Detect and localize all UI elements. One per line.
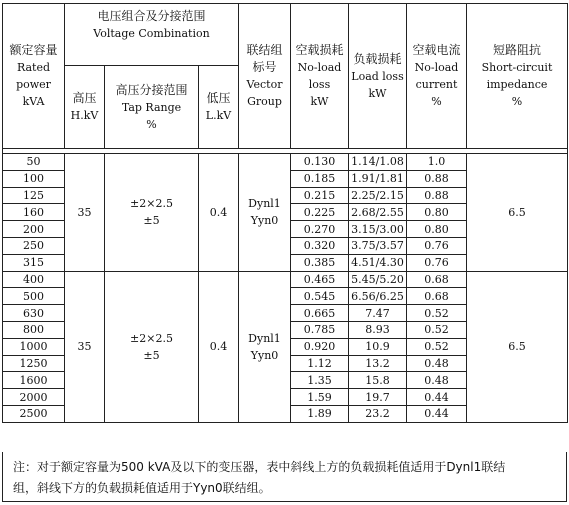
load-loss-cell: 7.47: [349, 305, 407, 322]
noload-loss-cell: 0.545: [291, 288, 349, 305]
capacity-cell: 800: [3, 321, 65, 338]
noload-current-cell: 0.44: [407, 389, 467, 406]
noload-loss-cell: 0.385: [291, 254, 349, 271]
vector-group-line-2: Yyn0: [250, 348, 279, 362]
header-vector-group: 联结组 标号 Vector Group: [239, 4, 291, 149]
header-hv: 高压 H.kV: [65, 66, 105, 149]
header-tap-range: 高压分接范围 Tap Range %: [105, 66, 199, 149]
capacity-cell: 2500: [3, 405, 65, 422]
noload-current-cell: 0.76: [407, 237, 467, 254]
footnote-line-1: 注：对于额定容量为500 kVA及以下的变压器，表中斜线上方的负载损耗值适用于Dynl1联结: [13, 460, 506, 474]
tap-range-cell: [105, 271, 199, 422]
load-loss-cell: 23.2: [349, 405, 407, 422]
hv-cell: 35: [65, 154, 105, 272]
capacity-cell: 1600: [3, 372, 65, 389]
header-noload-current: 空载电流 No-load current %: [407, 4, 467, 149]
header-noload-loss: 空载损耗 No-load loss kW: [291, 4, 349, 149]
capacity-cell: 100: [3, 170, 65, 187]
noload-loss-cell: 1.12: [291, 355, 349, 372]
load-loss-cell: 3.75/3.57: [349, 237, 407, 254]
vector-group-line-1: Dynl1: [248, 331, 281, 345]
noload-current-cell: 1.0: [407, 154, 467, 171]
capacity-cell: 125: [3, 187, 65, 204]
noload-current-cell: 0.68: [407, 288, 467, 305]
noload-loss-cell: 0.270: [291, 221, 349, 238]
header-lv: 低压 L.kV: [199, 66, 239, 149]
header-capacity: 额定容量 Rated power kVA: [3, 4, 65, 149]
tap-range-line-1: ±2×2.5: [130, 197, 173, 211]
header-load-loss: 负载损耗 Load loss kW: [349, 4, 407, 149]
noload-current-cell: 0.68: [407, 271, 467, 288]
noload-current-cell: 0.88: [407, 187, 467, 204]
transformer-spec-table: [2, 3, 568, 423]
noload-current-cell: 0.48: [407, 372, 467, 389]
header-impedance: 短路阻抗 Short-circuit impedance %: [467, 4, 568, 149]
noload-loss-cell: 0.920: [291, 338, 349, 355]
capacity-cell: 50: [3, 154, 65, 171]
load-loss-cell: 3.15/3.00: [349, 221, 407, 238]
footnote-line-2: 组，斜线下方的负载损耗值适用于Yyn0联结组。: [13, 481, 271, 495]
impedance-cell: 6.5: [467, 271, 568, 422]
load-loss-cell: 1.14/1.08: [349, 154, 407, 171]
noload-current-cell: 0.88: [407, 170, 467, 187]
table-row: [3, 154, 568, 171]
capacity-cell: 400: [3, 271, 65, 288]
load-loss-cell: 1.91/1.81: [349, 170, 407, 187]
capacity-cell: 630: [3, 305, 65, 322]
capacity-cell: 160: [3, 204, 65, 221]
lv-cell: 0.4: [199, 154, 239, 272]
load-loss-cell: 2.68/2.55: [349, 204, 407, 221]
load-loss-cell: 19.7: [349, 389, 407, 406]
vector-group-cell: [239, 154, 291, 272]
capacity-cell: 500: [3, 288, 65, 305]
hv-cell: 35: [65, 271, 105, 422]
capacity-cell: 250: [3, 237, 65, 254]
tap-range-cell: [105, 154, 199, 272]
noload-current-cell: 0.52: [407, 338, 467, 355]
noload-loss-cell: 0.665: [291, 305, 349, 322]
noload-loss-cell: 0.185: [291, 170, 349, 187]
load-loss-cell: 10.9: [349, 338, 407, 355]
lv-cell: 0.4: [199, 271, 239, 422]
load-loss-cell: 6.56/6.25: [349, 288, 407, 305]
impedance-cell: 6.5: [467, 154, 568, 272]
load-loss-cell: 13.2: [349, 355, 407, 372]
vector-group-cell: [239, 271, 291, 422]
noload-loss-cell: 0.215: [291, 187, 349, 204]
noload-loss-cell: 1.59: [291, 389, 349, 406]
noload-loss-cell: 0.320: [291, 237, 349, 254]
tap-range-line-2: ±5: [143, 214, 160, 228]
vector-group-line-2: Yyn0: [250, 214, 279, 228]
capacity-cell: 1000: [3, 338, 65, 355]
noload-loss-cell: 0.225: [291, 204, 349, 221]
table-row: [3, 271, 568, 288]
noload-current-cell: 0.44: [407, 405, 467, 422]
noload-current-cell: 0.52: [407, 321, 467, 338]
noload-loss-cell: 0.785: [291, 321, 349, 338]
header-voltage-combination: 电压组合及分接范围 Voltage Combination: [65, 4, 239, 66]
noload-current-cell: 0.80: [407, 221, 467, 238]
capacity-cell: 1250: [3, 355, 65, 372]
noload-current-cell: 0.48: [407, 355, 467, 372]
load-loss-cell: 4.51/4.30: [349, 254, 407, 271]
noload-current-cell: 0.52: [407, 305, 467, 322]
load-loss-cell: 5.45/5.20: [349, 271, 407, 288]
noload-loss-cell: 0.130: [291, 154, 349, 171]
load-loss-cell: 8.93: [349, 321, 407, 338]
noload-loss-cell: 1.35: [291, 372, 349, 389]
tap-range-line-2: ±5: [143, 348, 160, 362]
noload-loss-cell: 0.465: [291, 271, 349, 288]
capacity-cell: 200: [3, 221, 65, 238]
noload-current-cell: 0.76: [407, 254, 467, 271]
load-loss-cell: 15.8: [349, 372, 407, 389]
vector-group-line-1: Dynl1: [248, 197, 281, 211]
capacity-cell: 2000: [3, 389, 65, 406]
tap-range-line-1: ±2×2.5: [130, 331, 173, 345]
load-loss-cell: 2.25/2.15: [349, 187, 407, 204]
noload-loss-cell: 1.89: [291, 405, 349, 422]
footnote: [2, 452, 567, 502]
noload-current-cell: 0.80: [407, 204, 467, 221]
capacity-cell: 315: [3, 254, 65, 271]
